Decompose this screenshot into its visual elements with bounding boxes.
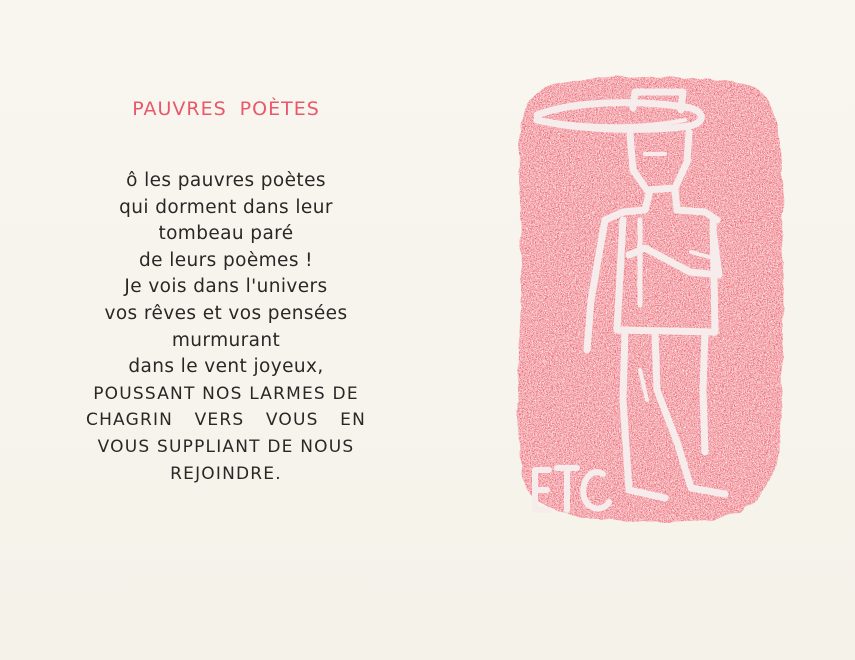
poem-line: dans le vent joyeux, [128,356,324,378]
poem-caps-line: POUSSANT NOS LARMES DE [93,383,359,404]
woodcut-illustration [505,70,795,530]
poem-line: Je vois dans l'univers [124,276,328,298]
poem-caps-line: VOUS SUPPLIANT DE NOUS [97,436,355,457]
ink-block [518,76,783,522]
poem-line: qui dorment dans leur [119,196,333,218]
poem-caps-line: CHAGRIN VERS VOUS EN [86,410,366,431]
poem-body [0,168,452,487]
poem-title: PAUVRES POÈTES [132,98,320,120]
poem-line: tombeau paré [158,223,294,245]
poem-line: ô les pauvres poètes [126,170,326,191]
poem-caps-line: REJOINDRE. [170,463,282,484]
poem-line: vos rêves et vos pensées [104,302,348,324]
poem-line: de leurs poèmes ! [139,249,313,271]
poem-line: murmurant [171,329,281,351]
